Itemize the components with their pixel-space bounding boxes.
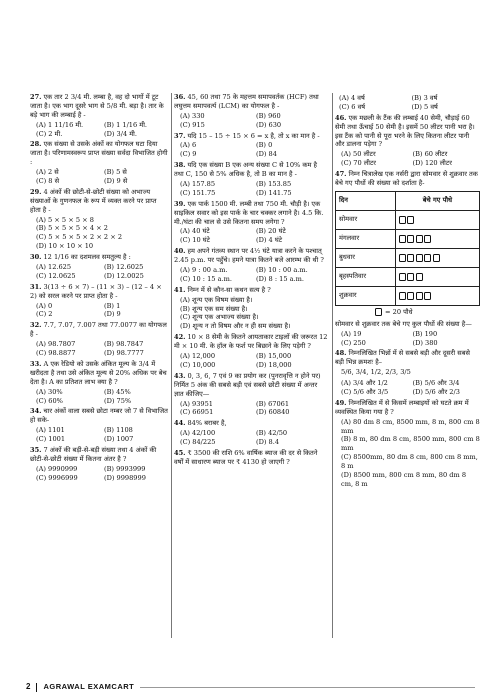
question-number: 34. xyxy=(30,407,42,416)
question-text: 7 अंकों की बड़ी-से-बड़ी संख्या तथा 4 अंकों की छोटी-से-छोटी संख्या में कितना अंतर है ? xyxy=(30,445,157,463)
option-b: (B) 1108 xyxy=(104,426,133,435)
option-b: (B) 5 से xyxy=(104,168,127,177)
option-c: (C) 915 xyxy=(180,120,205,129)
plant-symbol-icon xyxy=(433,254,440,262)
question-44 xyxy=(174,419,328,447)
question-34 xyxy=(30,407,168,444)
option-a: (A) 9990999 xyxy=(36,464,78,473)
pictograph-symbols xyxy=(399,216,476,224)
question-number: 49. xyxy=(335,398,347,407)
question-number: 35. xyxy=(30,445,42,454)
plant-symbol-icon xyxy=(399,216,406,224)
option-a: (A) 30% xyxy=(36,387,63,396)
option-c: (C) 98.8877 xyxy=(36,349,76,358)
plant-symbol-icon xyxy=(407,273,414,281)
pictograph-header-count: बेचे गए पौधे xyxy=(395,191,479,210)
question-30 xyxy=(30,253,168,281)
option-c: (C) 84/225 xyxy=(180,438,216,447)
option-b: (B) 42/50 xyxy=(256,429,288,438)
question-number: 27. xyxy=(30,93,42,101)
question-number: 33. xyxy=(30,359,42,368)
pictograph-table xyxy=(335,191,480,306)
pictograph-row xyxy=(336,229,480,248)
question-42 xyxy=(174,333,328,370)
option-c: (C) 66951 xyxy=(180,408,214,417)
option-d: (D) 60840 xyxy=(256,408,290,417)
column-divider xyxy=(171,93,172,638)
option-b: (B) 98.7847 xyxy=(104,340,144,349)
footer-divider xyxy=(36,683,37,692)
option-b: (B) 10 : 00 a.m. xyxy=(256,266,308,275)
option-c: (C) 2 मी. xyxy=(36,129,63,138)
question-text: एक मछली के टैंक की लम्बाई 40 सेमी, चौड़ाई 60 सेमी तथा ऊँचाई 50 सेमी है। इसमें 50 लीटर पानी भरा है। इस टैंक को पानी से पूरा भरने के लिए कितना लीटर पानी और डालना पड़ेगा ? xyxy=(335,113,475,149)
option-d: (D) 75% xyxy=(104,396,132,405)
question-40 xyxy=(174,247,328,284)
question-37 xyxy=(174,132,328,160)
option-c: (C) 9 xyxy=(180,150,197,159)
question-text: ₹ 3500 की राशि 6% वार्षिक ब्याज की दर से कितने वर्षों में साधारण ब्याज पर ₹ 4130 हो जाएगी ? xyxy=(174,448,318,466)
plant-symbol-icon xyxy=(416,235,423,243)
question-number: 45. xyxy=(174,448,186,457)
option-a: (A) 3/4 और 1/2 xyxy=(341,379,388,388)
option-b: (B) 1 xyxy=(104,301,121,310)
question-text: चार अंकों वाला सबसे छोटा नम्बर जो 7 से विभाजित हो सके- xyxy=(30,407,168,425)
option-c: (C) 6 वर्ष xyxy=(339,102,366,111)
option-a: (A) 12,000 xyxy=(180,352,216,361)
option-b: (B) 67061 xyxy=(256,399,290,408)
option-d: (D) 10 × 10 × 10 xyxy=(36,242,94,251)
option-d: (D) 98.7777 xyxy=(104,349,144,358)
pictograph-symbols xyxy=(399,254,476,262)
option-c: (C) 250 xyxy=(341,338,366,347)
option-a: (A) 1 11/16 मी. xyxy=(36,120,84,129)
question-number: 29. xyxy=(30,187,42,196)
question-number: 40. xyxy=(174,247,186,256)
plant-symbol-icon xyxy=(416,292,423,300)
question-number: 41. xyxy=(174,285,186,294)
option-c: (C) 8500mm, 80 dm 8 cm, 800 cm 8 mm, 8 m xyxy=(341,453,478,471)
option-d: (D) 3/4 मी. xyxy=(104,129,137,138)
question-number: 46. xyxy=(335,113,347,122)
footer-rule xyxy=(140,687,475,688)
column-3 xyxy=(335,93,480,638)
brand-name: AGRAWAL EXAMCART xyxy=(43,681,135,691)
option-d: (D) 5 वर्ष xyxy=(411,102,438,111)
pictograph-row xyxy=(336,286,480,305)
plant-symbol-icon xyxy=(407,216,414,224)
question-31 xyxy=(30,283,168,320)
question-number: 31. xyxy=(30,282,42,291)
option-b: (B) 3 वर्ष xyxy=(411,94,438,102)
option-b: (B) 15,000 xyxy=(256,352,292,361)
question-33 xyxy=(30,360,168,405)
question-28 xyxy=(30,140,168,185)
pictograph-row xyxy=(336,267,480,286)
option-c: (C) 9996999 xyxy=(36,473,78,482)
option-a: (A) 5 × 5 × 5 × 8 xyxy=(36,215,94,224)
question-number: 39. xyxy=(174,199,186,208)
plant-symbol-icon xyxy=(416,273,423,281)
option-c: (C) शून्य एक अभाज्य संख्या है। xyxy=(180,313,259,322)
question-number: 36. xyxy=(174,93,186,101)
pictograph-legend xyxy=(375,308,480,317)
option-d: (D) 9 से xyxy=(104,177,128,186)
question-text: 3(13 ÷ 6 × 7) – (11 × 3) – (12 – 4 × 2) को सरल करने पर प्राप्त होता है - xyxy=(30,282,162,300)
option-a: (A) 40 घंटे xyxy=(180,227,210,236)
option-b: (B) 9993999 xyxy=(104,464,146,473)
column-2 xyxy=(174,93,328,638)
option-c: (C) 10 : 15 a.m. xyxy=(180,274,232,283)
fraction-list: 5/6, 3/4, 1/2, 2/3, 3/5 xyxy=(341,368,411,377)
option-b: (B) शून्य एक सम संख्या है। xyxy=(180,304,248,313)
pictograph-row xyxy=(336,248,480,267)
option-d: (D) 8500 mm, 800 cm 8 mm, 80 dm 8 cm, 8 m xyxy=(341,471,467,488)
option-d: (D) 1007 xyxy=(104,435,134,444)
question-text: 10 × 8 सेमी के कितने आयताकार टाइलों की जरूरत 12 मी × 10 मी. के हॉल के फर्श पर बिछाने के लिए पड़ेगी ? xyxy=(174,333,328,351)
option-b: (B) 5/6 और 3/4 xyxy=(412,379,460,388)
option-c: (C) 8 से xyxy=(36,177,60,186)
question-text: एक तार 2 3/4 मी. लम्बा है, वह दो भागों में टूट जाता है। एक भाग दूसरे भाग से 5/8 मी. बड़ा है। तार के बड़े भाग की लम्बाई है - xyxy=(30,93,164,119)
option-d: (D) 18,000 xyxy=(256,360,292,369)
pictograph-symbols xyxy=(399,292,476,300)
question-number: 47. xyxy=(335,170,347,179)
plant-symbol-icon xyxy=(407,292,414,300)
question-48 xyxy=(335,349,480,396)
question-text: निम्न चित्रालेख एक नर्सरी द्वारा सोमवार से शुक्रवार तक बेचे गए पौधों की संख्या को दर्शाता है- xyxy=(335,170,478,188)
pictograph-day: मंगलवार xyxy=(336,229,396,248)
option-d: (D) 4 घंटे xyxy=(256,236,283,245)
option-c: (C) 70 लीटर xyxy=(341,159,376,168)
question-39 xyxy=(174,200,328,245)
option-d: (D) 141.75 xyxy=(256,188,292,197)
pictograph-day: बृहस्पतिवार xyxy=(336,267,396,286)
option-c: (C) 151.75 xyxy=(180,188,216,197)
option-c: (C) 10 घंटे xyxy=(180,236,210,245)
page-footer xyxy=(26,680,475,694)
question-text: निम्नलिखित में से किसमें लम्बाइयों को घटते क्रम में व्यवस्थित किया गया है ? xyxy=(335,398,469,416)
option-a: (A) 19 xyxy=(341,329,362,338)
question-38 xyxy=(174,161,328,198)
question-text: 45, 60 तथा 75 के महत्तम समापवर्तक (HCF) तथा लघुत्तम समापवर्त्य (LCM) का योगफल है - xyxy=(174,93,319,110)
legend-text: = 20 पौधे xyxy=(385,307,413,316)
question-text: यदि एक संख्या B एक अन्य संख्या C से 10% कम है तथा C, 150 से 5% अधिक है, तो B का मान है - xyxy=(174,161,318,179)
question-number: 32. xyxy=(30,321,42,330)
question-46 xyxy=(335,114,480,168)
question-text: 12 1/16 का दशमलव समतुल्य है : xyxy=(43,253,131,262)
plant-symbol-icon xyxy=(399,273,406,281)
pictograph-header-day: दिन xyxy=(336,191,396,210)
plant-symbol-icon xyxy=(375,308,382,316)
question-text: 4 अंकों की छोटी-से-छोटी संख्या को अभाज्य संख्याओं के गुणनफल के रूप में व्यक्त करने पर प्राप्त होता है - xyxy=(30,187,157,214)
question-text: एक पार्क 1500 मी. लम्बी तथा 750 मी. चौड़ी है। एक साइकिल सवार को इस पार्क के चार चक्कर लगाने है। 4.5 कि. मी./घंटा की चाल से उसे कितना समय लगेगा ? xyxy=(174,199,324,226)
question-text: यदि 15 – 15 ÷ 15 × 6 = x है, तो x का मान है - xyxy=(187,131,320,140)
option-b: (B) 960 xyxy=(256,111,281,120)
question-number: 37. xyxy=(174,131,186,140)
pictograph-day: बुधवार xyxy=(336,248,396,267)
question-number: 28. xyxy=(30,140,42,149)
option-a: (A) 9 : 00 a.m. xyxy=(180,266,228,275)
question-32 xyxy=(30,321,168,358)
option-d: (D) 630 xyxy=(256,120,282,129)
option-a: (A) 93951 xyxy=(180,399,213,408)
option-b: (B) 1 1/16 मी. xyxy=(104,120,148,129)
option-c: (C) 5 × 5 × 5 × 2 × 2 × 2 xyxy=(36,233,123,242)
option-a: (A) 98.7807 xyxy=(36,340,76,349)
option-b: (B) 60 लीटर xyxy=(412,150,448,159)
column-1 xyxy=(30,93,168,638)
question-text: सोमवार से शुक्रवार तक बेचे गए कुल पौधों की संख्या है— xyxy=(335,319,472,328)
option-a: (A) 4 वर्ष xyxy=(339,94,365,102)
question-text: 7.7, 7.07, 7.007 तथा 77.0077 का योगफल है - xyxy=(30,321,167,339)
option-c: (C) 10,000 xyxy=(180,360,216,369)
option-c: (C) 60% xyxy=(36,396,63,405)
plant-symbol-icon xyxy=(424,292,431,300)
option-d: (D) 380 xyxy=(412,338,438,347)
question-number: 38. xyxy=(174,161,186,170)
option-d: (D) 8.4 xyxy=(256,438,280,447)
option-d: (D) 12.0025 xyxy=(104,271,144,280)
question-45 xyxy=(174,449,328,467)
option-a: (A) 1101 xyxy=(36,426,65,435)
pictograph-day: सोमवार xyxy=(336,210,396,229)
question-number: 30. xyxy=(30,253,42,262)
question-49 xyxy=(335,399,480,489)
question-41 xyxy=(174,286,328,331)
option-c: (C) 5/6 और 3/5 xyxy=(341,388,389,397)
plant-symbol-icon xyxy=(399,254,406,262)
option-a: (A) 157.85 xyxy=(180,180,216,189)
question-45-options xyxy=(339,94,480,112)
option-d: (D) 84 xyxy=(256,150,277,159)
question-number: 42. xyxy=(174,333,186,342)
question-number: 43. xyxy=(174,371,186,380)
option-d: (D) 120 लीटर xyxy=(412,159,452,168)
option-d: (D) 5/6 और 2/3 xyxy=(412,388,460,397)
option-b: (B) 8 m, 80 dm 8 cm, 8500 mm, 800 cm 8 mm xyxy=(341,435,480,453)
option-c: (C) 12.0625 xyxy=(36,271,76,280)
question-43 xyxy=(174,372,328,417)
question-text: 84% बराबर है, xyxy=(187,419,227,428)
plant-symbol-icon xyxy=(407,235,414,243)
question-text: एक संख्या से उसके अंकों का योगफल घटा दिया जाता है। परिणामस्वरूप प्राप्त संख्या सर्वदा विभाजित होगी : xyxy=(30,140,168,167)
pictograph-symbols xyxy=(399,273,476,281)
question-text: 0, 3, 6, 7 एवं 9 का प्रयोग कर (पुनरावृत्ति न होने पर) निर्मित 5 अंक की सबसे बड़ी एवं सबसे छोटी संख्या में अन्तर ज्ञात कीजिए— xyxy=(174,371,321,398)
option-b: (B) 5 × 5 × 5 × 4 × 2 xyxy=(36,224,108,233)
option-b: (B) 12.6025 xyxy=(104,263,144,272)
option-b: (B) 0 xyxy=(256,141,273,150)
plant-symbol-icon xyxy=(424,235,431,243)
option-a: (A) 6 xyxy=(180,141,197,150)
option-a: (A) शून्य एक विषम संख्या है। xyxy=(180,295,253,304)
option-a: (A) 80 dm 8 cm, 8500 mm, 8 m, 800 cm 8 mm xyxy=(341,417,480,435)
question-47 xyxy=(335,170,480,347)
option-c: (C) 1001 xyxy=(36,435,66,444)
pictograph-day: शुक्रवार xyxy=(336,286,396,305)
option-d: (D) 9 xyxy=(104,310,121,319)
option-c: (C) 2 xyxy=(36,310,53,319)
option-b: (B) 153.85 xyxy=(256,180,292,189)
column-divider xyxy=(332,93,333,638)
option-d: (D) 8 : 15 a.m. xyxy=(256,274,304,283)
page-number: 2 xyxy=(26,681,31,691)
option-a: (A) 330 xyxy=(180,111,205,120)
question-text: A एक रेडियो को उसके अंकित मूल्य के 3/4 में खरीदता है तथा उसे अंकित मूल्य से 20% अधिक पर बेच देता है। A का प्रतिशत लाभ क्या है ? xyxy=(30,359,167,386)
question-text: निम्नलिखित भिन्नों में से सबसे बड़ी और दूसरी सबसे बड़ी भिन्न क्रमशः है– xyxy=(335,349,470,367)
option-a: (A) 50 लीटर xyxy=(341,150,376,159)
question-text: हम अपने गंतव्य स्थान पर 4½ घंटे यात्रा करने के पश्चात् 2.45 p.m. पर पहुँचे। हमने यात्रा कितने बजे आरम्भ की थी ? xyxy=(174,247,324,265)
question-35 xyxy=(30,446,168,483)
option-b: (B) 190 xyxy=(412,329,438,338)
option-d: (D) 9998999 xyxy=(104,473,146,482)
plant-symbol-icon xyxy=(416,254,423,262)
option-a: (A) 0 xyxy=(36,301,53,310)
plant-symbol-icon xyxy=(399,235,406,243)
pictograph-symbols xyxy=(399,235,476,243)
question-number: 44. xyxy=(174,419,186,428)
question-29 xyxy=(30,188,168,251)
question-text: निम्न में से कौन-सा कथन सत्य है ? xyxy=(187,285,271,294)
option-a: (A) 12.625 xyxy=(36,263,72,272)
plant-symbol-icon xyxy=(424,254,431,262)
question-number: 48. xyxy=(335,349,347,358)
option-a: (A) 2 से xyxy=(36,168,59,177)
option-b: (B) 45% xyxy=(104,387,131,396)
question-36 xyxy=(174,93,328,130)
option-a: (A) 42/100 xyxy=(180,429,216,438)
question-27 xyxy=(30,93,168,138)
plant-symbol-icon xyxy=(399,292,406,300)
option-d: (D) शून्य न तो विषम और न ही सम संख्या है। xyxy=(180,322,291,331)
option-b: (B) 20 घंटे xyxy=(256,227,286,236)
plant-symbol-icon xyxy=(407,254,414,262)
pictograph-row xyxy=(336,210,480,229)
